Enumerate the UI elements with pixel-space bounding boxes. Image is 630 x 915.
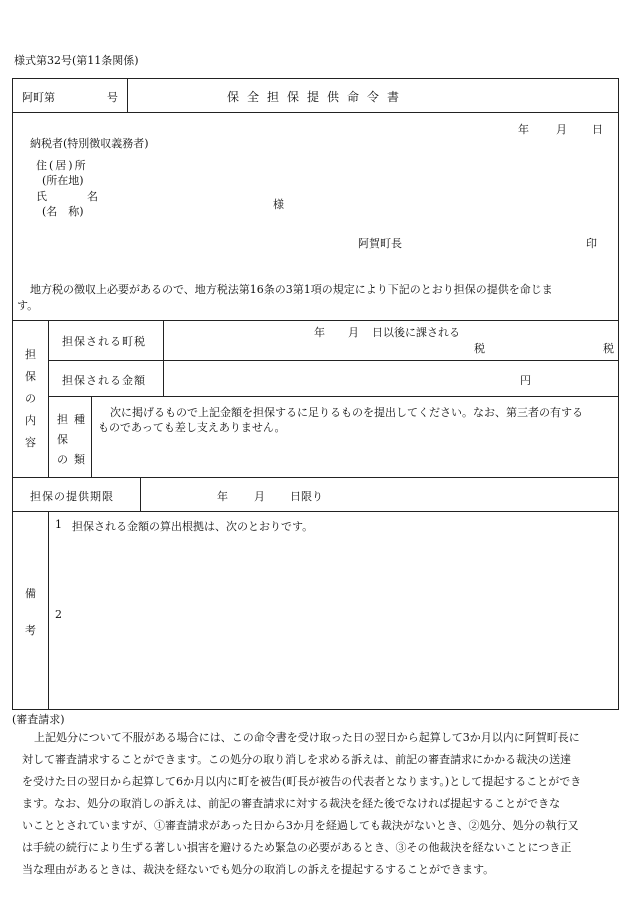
remarks-item2-number: 2 xyxy=(55,608,62,621)
type-char-3: の xyxy=(57,453,68,466)
collateral-row-divider xyxy=(163,320,164,396)
remarks-item1-number: 1 xyxy=(55,518,62,531)
deadline-divider xyxy=(140,477,141,511)
appeal-line-6: は手続の続行により生ずる著しい損害を避けるため緊急の必要があるとき、③その他裁決を経ないことにつき正 xyxy=(22,841,572,854)
tax-suffix-1: 税 xyxy=(474,342,485,355)
appeal-line-1: 上記処分について不服がある場合には、この命令書を受け取った日の翌日から起算して3か月以内に阿賀町長に xyxy=(34,731,580,744)
type-char-4: 種 xyxy=(74,413,85,426)
date-day: 日 xyxy=(592,123,603,136)
remarks-label-2: 考 xyxy=(25,624,36,637)
name-label-1: 氏 xyxy=(36,190,47,203)
frame-top-line xyxy=(12,78,619,79)
tax-label: 担保される町税 xyxy=(62,335,146,348)
appeal-line-3: を受けた日の翌日から起算して6か月以内に町を被告(町長が被告の代表者となります。)として提起することができ xyxy=(22,775,582,788)
deadline-top-line xyxy=(12,477,619,478)
header-divider xyxy=(127,78,128,112)
taxpayer-label: 納税者(特別徴収義務者) xyxy=(30,137,149,150)
office-label: 阿町第 xyxy=(22,91,55,104)
type-char-1: 担 xyxy=(57,413,68,426)
remarks-top-line xyxy=(12,511,619,512)
collateral-char-2: 保 xyxy=(25,370,36,383)
collateral-char-3: の xyxy=(25,392,36,405)
name-sub-label: (名 称) xyxy=(42,205,84,218)
type-char-2: 保 xyxy=(57,433,68,446)
name-label-2: 名 xyxy=(87,190,98,203)
date-month: 月 xyxy=(556,123,567,136)
address-sub-label: (所在地) xyxy=(42,174,84,187)
appeal-line-5: いこととされていますが、①審査請求があった日から3か月を経過しても裁決がないとき、②処分、処分の執行又 xyxy=(22,819,579,832)
appeal-heading: (審査請求) xyxy=(12,713,65,726)
frame-right-line xyxy=(618,78,619,710)
deadline-year: 年 xyxy=(217,490,228,503)
remarks-label-1: 備 xyxy=(25,587,36,600)
tax-after-text: 日以後に課される xyxy=(372,326,460,339)
collateral-char-5: 容 xyxy=(25,436,36,449)
tax-month: 月 xyxy=(348,326,359,339)
type-char-5: 類 xyxy=(74,453,85,466)
collateral-char-1: 担 xyxy=(25,348,36,361)
amount-top-line xyxy=(48,360,619,361)
deadline-label: 担保の提供期限 xyxy=(30,490,114,503)
deadline-day-limit: 日限り xyxy=(290,490,323,503)
date-year: 年 xyxy=(518,123,529,136)
deadline-month: 月 xyxy=(254,490,265,503)
amount-label: 担保される金額 xyxy=(62,374,146,387)
honorific: 様 xyxy=(273,198,284,211)
type-text-1: 次に掲げるもので上記金額を担保するに足りるものを提出してください。なお、第三者の有する xyxy=(110,406,583,419)
collateral-char-4: 内 xyxy=(25,414,36,427)
address-label: 住(居)所 xyxy=(36,159,88,172)
remarks-divider xyxy=(48,511,49,710)
type-divider xyxy=(91,396,92,477)
frame-left-line xyxy=(12,78,13,710)
header-bottom-line xyxy=(12,112,619,113)
seal-mark: 印 xyxy=(586,237,597,250)
type-text-2: ものであっても差し支えありません。 xyxy=(98,421,286,434)
document-title: 保全担保提供命令書 xyxy=(227,90,408,104)
type-top-line xyxy=(48,396,619,397)
issuer: 阿賀町長 xyxy=(358,237,402,250)
number-label: 号 xyxy=(107,91,118,104)
frame-bottom-line xyxy=(12,709,619,710)
intro-text-1: 地方税の徴収上必要があるので、地方税法第16条の3第1項の規定により下記のとおり担保の提供を命じま xyxy=(30,283,553,296)
amount-unit: 円 xyxy=(520,374,531,387)
intro-text-2: す。 xyxy=(17,299,39,312)
tax-year: 年 xyxy=(314,326,325,339)
appeal-line-2: 対して審査請求することができます。この処分の取り消しを求める訴えは、前記の審査請求にかかる裁決の送達 xyxy=(22,753,572,766)
collateral-top-line xyxy=(12,320,619,321)
form-number: 様式第32号(第11条関係) xyxy=(14,54,139,67)
tax-suffix-2: 税 xyxy=(603,342,614,355)
collateral-label-divider xyxy=(48,320,49,477)
appeal-line-4: ます。なお、処分の取消しの訴えは、前記の審査請求に対する裁決を経た後でなければ提起することができな xyxy=(22,797,561,810)
appeal-line-7: 当な理由があるときは、裁決を経ないでも処分の取消しの訴えを提起するすることができます。 xyxy=(22,863,495,876)
remarks-item1-text: 担保される金額の算出根拠は、次のとおりです。 xyxy=(72,520,314,533)
